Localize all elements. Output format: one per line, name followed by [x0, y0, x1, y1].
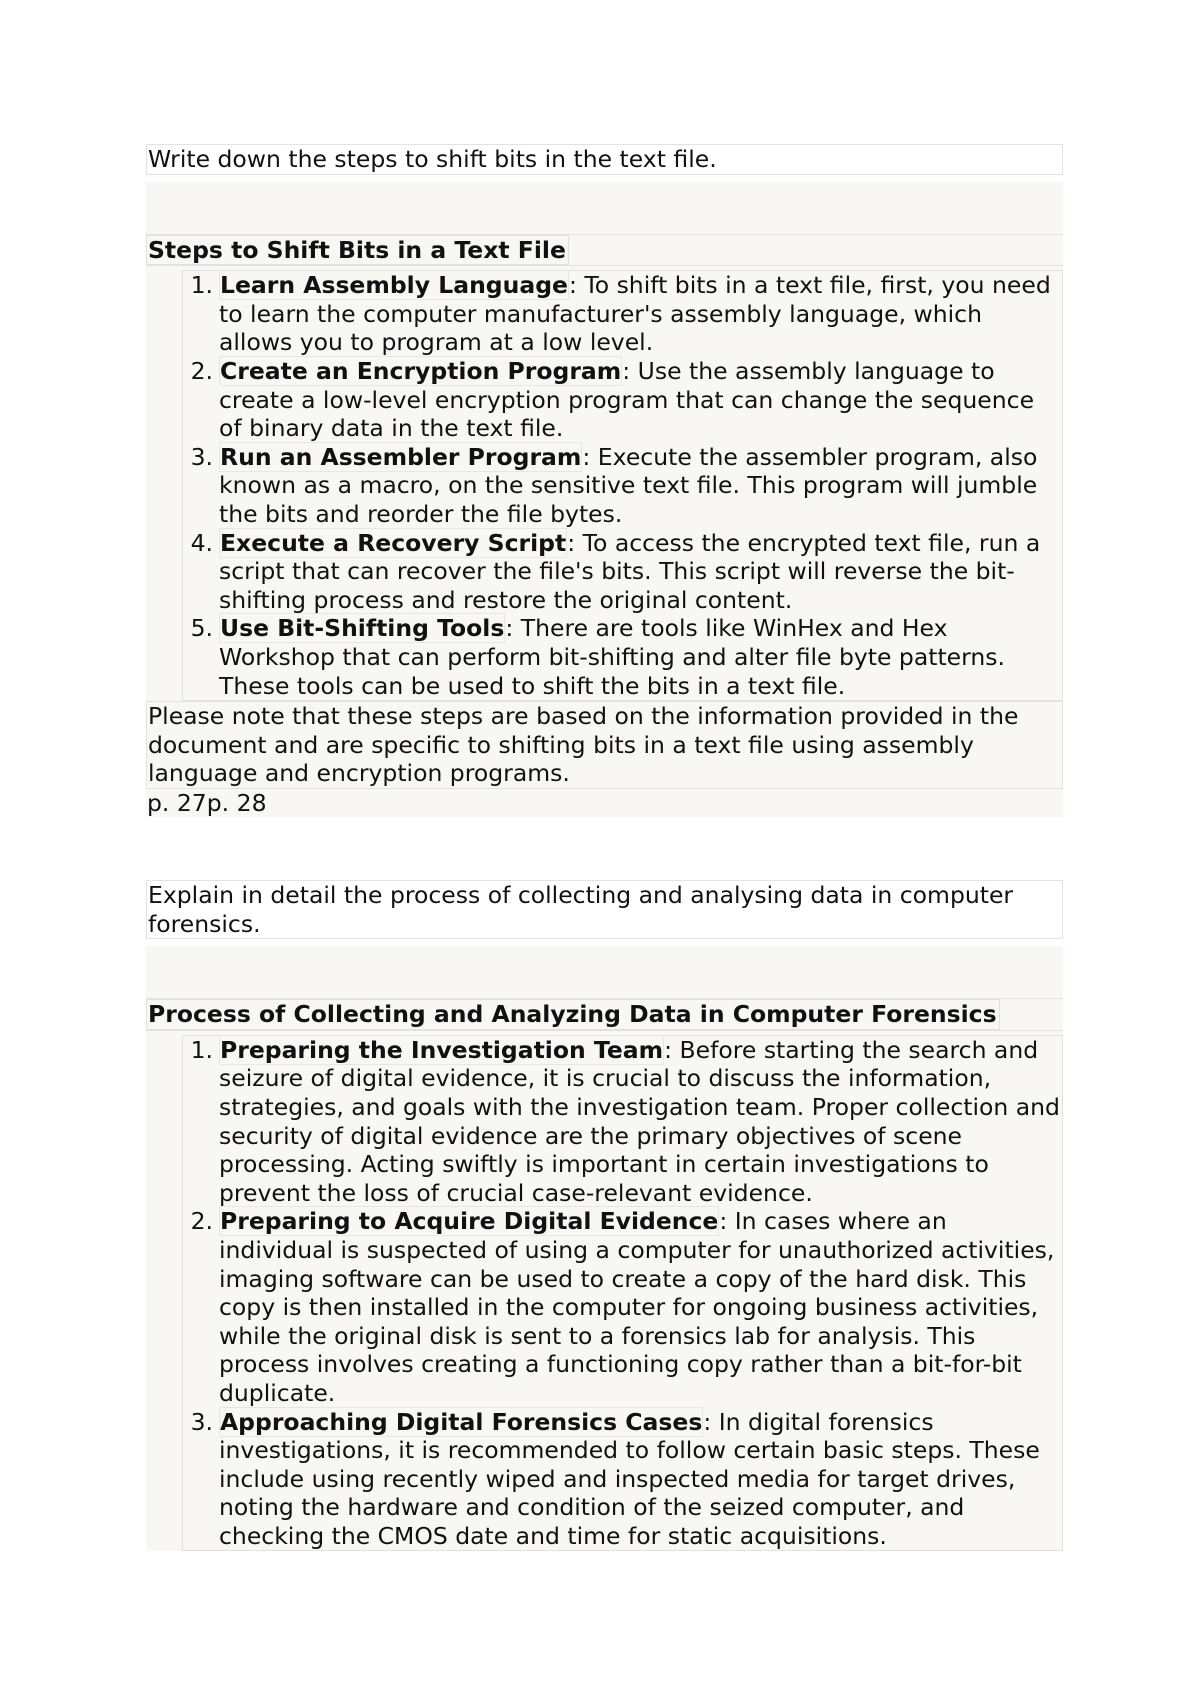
- step-text: : There are tools like WinHex and Hex Workshop that can perform bit-shifting and alter file byte patterns. These tools can be used to shift the bits in a text file.: [219, 614, 1005, 700]
- step-text: : In cases where an individual is suspected of using a computer for unauthorized activities, imaging software can be used to create a copy of the hard disk. This copy is then installed in the computer for ongoing business activities, while the original disk is sent to a forensics lab for analysis. This process involves creating a functioning copy rather than a bit-for-bit duplicate.: [219, 1207, 1055, 1407]
- section-shift-bits: [146, 144, 1063, 817]
- list-item: [190, 528, 1062, 615]
- list-item: [190, 1207, 1062, 1407]
- step-number: 5.: [190, 614, 213, 643]
- answer-block: [146, 182, 1063, 818]
- step-text: : To access the encrypted text file, run a script that can recover the file's bits. This script will reverse the bit-shifting process and restore the original content.: [219, 528, 1041, 614]
- step-text: : Use the assembly language to create a low-level encryption program that can change the sequence of binary data in the text file.: [219, 356, 1035, 443]
- list-item: [190, 271, 1062, 357]
- answer-heading: Process of Collecting and Analyzing Data in Computer Forensics: [146, 999, 1000, 1030]
- step-title: Preparing the Investigation Team: [220, 1035, 664, 1064]
- list-item: [190, 1035, 1062, 1208]
- step-number: 3.: [190, 1407, 213, 1436]
- step-text: : To shift bits in a text file, first, you need to learn the computer manufacturer's assembly language, which allows you to program at a low level.: [219, 271, 1051, 357]
- step-text: : Before starting the search and seizure of digital evidence, it is crucial to discuss the information, strategies, and goals with the investigation team. Proper collection and security of digital evidence are the primary objectives of scene processing. Acting swiftly is important in certain investigations to prevent the loss of crucial case-relevant evidence.: [219, 1035, 1060, 1207]
- step-number: 2.: [190, 356, 213, 385]
- page-reference: p. 27p. 28: [147, 788, 267, 817]
- answer-spacer: [146, 182, 1063, 234]
- heading-row: [146, 234, 1063, 267]
- list-item: [190, 1407, 1062, 1551]
- step-text: : Execute the assembler program, also known as a macro, on the sensitive text file. This program will jumble the bits and reorder the file bytes.: [219, 442, 1038, 528]
- question-text: Explain in detail the process of collecting and analysing data in computer forensics.: [146, 880, 1063, 939]
- step-title: Approaching Digital Forensics Cases: [220, 1407, 703, 1436]
- list-item: [190, 614, 1062, 700]
- step-number: 1.: [190, 271, 213, 300]
- list-item: [190, 442, 1062, 529]
- step-title: Create an Encryption Program: [220, 356, 622, 385]
- step-title: Use Bit-Shifting Tools: [220, 614, 505, 643]
- question-text: Write down the steps to shift bits in the text file.: [146, 144, 1063, 175]
- steps-list: [182, 270, 1063, 701]
- step-title: Preparing to Acquire Digital Evidence: [220, 1207, 719, 1236]
- answer-heading: Steps to Shift Bits in a Text File: [146, 235, 569, 266]
- step-number: 1.: [190, 1035, 213, 1064]
- answer-note: Please note that these steps are based on the information provided in the document and are specific to shifting bits in a text file using assembly language and encryption programs.: [146, 701, 1063, 789]
- step-number: 3.: [190, 442, 213, 471]
- step-number: 4.: [190, 528, 213, 557]
- list-item: [190, 356, 1062, 443]
- step-title: Learn Assembly Language: [220, 271, 568, 300]
- step-title: Execute a Recovery Script: [220, 528, 567, 557]
- step-title: Run an Assembler Program: [220, 442, 582, 471]
- section-forensics-process: [146, 880, 1063, 1551]
- answer-block: [146, 946, 1063, 1551]
- answer-spacer: [146, 946, 1063, 998]
- step-number: 2.: [190, 1207, 213, 1236]
- heading-row: [146, 998, 1063, 1031]
- step-text: : In digital forensics investigations, it is recommended to follow certain basic steps. These include using recently wiped and inspected media for target drives, noting the hardware and condition of the seized computer, and checking the CMOS date and time for static acquisitions.: [219, 1407, 1040, 1550]
- steps-list: [182, 1035, 1063, 1552]
